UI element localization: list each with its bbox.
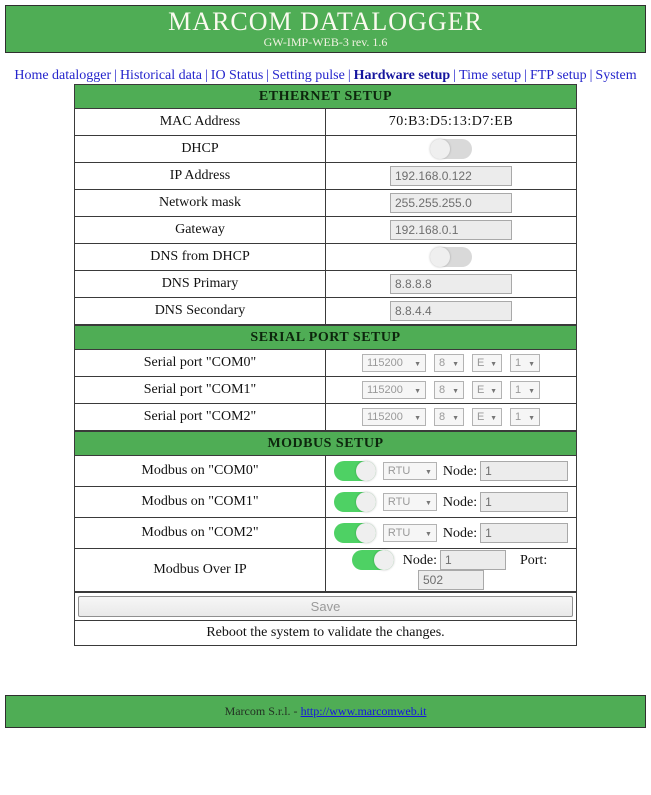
table-row <box>75 377 577 404</box>
table-row <box>75 593 577 621</box>
footer-company: Marcom S.r.l. - <box>224 704 298 718</box>
section-header-serial: SERIAL PORT SETUP <box>75 326 577 350</box>
table-row <box>75 271 577 298</box>
field-label: Serial port "COM0" <box>75 350 326 377</box>
nav-separator: | <box>524 68 527 83</box>
chevron-down-icon <box>525 411 535 423</box>
table-row <box>75 456 577 487</box>
baud-value: 115200 <box>367 384 403 397</box>
parity-value: E <box>477 384 485 397</box>
app-header <box>5 5 646 53</box>
modbus-com0-node-input[interactable] <box>480 461 568 481</box>
com0-parity-select[interactable] <box>472 354 502 372</box>
nav-link-hardware-setup[interactable]: Hardware setup <box>353 68 451 83</box>
chevron-down-icon <box>449 384 459 396</box>
field-label: Serial port "COM1" <box>75 377 326 404</box>
dhcp-toggle[interactable] <box>430 139 472 159</box>
modbus-com2-node-input[interactable] <box>480 523 568 543</box>
dns-from-dhcp-toggle[interactable] <box>430 247 472 267</box>
field-label: MAC Address <box>75 109 326 136</box>
com1-parity-select[interactable] <box>472 381 502 399</box>
nav-separator: | <box>453 68 457 83</box>
node-label: Node: <box>402 552 437 568</box>
nav-link-system[interactable]: System <box>595 68 637 83</box>
node-label: Node: <box>442 494 478 510</box>
mode-value: RTU <box>387 465 411 477</box>
com1-databits-select[interactable] <box>434 381 464 399</box>
field-label: DNS Secondary <box>75 298 326 325</box>
field-label: DNS from DHCP <box>75 244 326 271</box>
nav-link-ftp-setup[interactable]: FTP setup <box>529 68 587 83</box>
save-table <box>74 592 577 646</box>
modbus-ip-port-input[interactable] <box>418 570 484 590</box>
mode-value: RTU <box>387 527 411 539</box>
com2-stopbits-select[interactable] <box>510 408 540 426</box>
stopbits-value: 1 <box>515 384 522 397</box>
mac-address-value: 70:B3:D5:13:D7:EB <box>326 109 577 136</box>
table-row <box>75 298 577 325</box>
parity-value: E <box>477 357 485 370</box>
table-row <box>75 109 577 136</box>
com2-databits-select[interactable] <box>434 408 464 426</box>
com2-baud-select[interactable] <box>362 408 426 426</box>
modbus-com1-mode-select[interactable] <box>383 493 437 511</box>
save-button[interactable]: Save <box>78 596 573 617</box>
field-label: DNS Primary <box>75 271 326 298</box>
chevron-down-icon <box>422 496 432 508</box>
page-title: MARCOM DATALOGGER <box>168 7 483 36</box>
nav-link-setting-pulse[interactable]: Setting pulse <box>272 68 345 83</box>
modbus-com1-toggle[interactable] <box>334 492 376 512</box>
field-label: Modbus on "COM2" <box>75 518 326 549</box>
table-row <box>75 136 577 163</box>
nav-separator: | <box>114 68 117 83</box>
field-label: Network mask <box>75 190 326 217</box>
toggle-knob-icon <box>430 247 450 267</box>
modbus-com0-mode-select[interactable] <box>383 462 437 480</box>
main-nav <box>0 68 651 84</box>
modbus-ip-node-input[interactable] <box>440 550 506 570</box>
databits-value: 8 <box>439 357 446 370</box>
nav-link-home-datalogger[interactable]: Home datalogger <box>14 68 112 83</box>
dns-primary-input[interactable] <box>390 274 512 294</box>
table-row <box>75 487 577 518</box>
nav-link-io-status[interactable]: IO Status <box>210 68 264 83</box>
section-header-modbus: MODBUS SETUP <box>75 432 577 456</box>
com0-databits-select[interactable] <box>434 354 464 372</box>
chevron-down-icon <box>411 411 421 423</box>
toggle-knob-icon <box>356 523 376 543</box>
serial-port-setup-table <box>74 325 577 431</box>
table-row <box>75 217 577 244</box>
chevron-down-icon <box>411 384 421 396</box>
nav-separator: | <box>347 68 351 83</box>
table-row <box>75 549 577 592</box>
chevron-down-icon <box>487 411 497 423</box>
chevron-down-icon <box>525 357 535 369</box>
nav-separator: | <box>204 68 208 83</box>
stopbits-value: 1 <box>515 357 522 370</box>
chevron-down-icon <box>411 357 421 369</box>
field-label: Modbus Over IP <box>75 549 326 592</box>
table-row <box>75 621 577 646</box>
nav-link-time-setup[interactable]: Time setup <box>459 68 522 83</box>
mode-value: RTU <box>387 496 411 508</box>
chevron-down-icon <box>449 411 459 423</box>
field-label: Gateway <box>75 217 326 244</box>
table-row <box>75 163 577 190</box>
toggle-knob-icon <box>356 492 376 512</box>
dns-secondary-input[interactable] <box>390 301 512 321</box>
chevron-down-icon <box>487 357 497 369</box>
port-label: Port: <box>519 552 548 568</box>
modbus-setup-table <box>74 431 577 592</box>
databits-value: 8 <box>439 411 446 424</box>
modbus-over-ip-toggle[interactable] <box>352 550 394 570</box>
chevron-down-icon <box>422 465 432 477</box>
nav-link-historical-data[interactable]: Historical data <box>119 68 202 83</box>
table-row <box>75 244 577 271</box>
databits-value: 8 <box>439 384 446 397</box>
field-label: Modbus on "COM0" <box>75 456 326 487</box>
toggle-knob-icon <box>430 139 450 159</box>
field-label: Serial port "COM2" <box>75 404 326 431</box>
table-row <box>75 518 577 549</box>
table-row <box>75 404 577 431</box>
modbus-com2-mode-select[interactable] <box>383 524 437 542</box>
section-header-ethernet: ETHERNET SETUP <box>75 85 577 109</box>
com1-stopbits-select[interactable] <box>510 381 540 399</box>
stopbits-value: 1 <box>515 411 522 424</box>
toggle-knob-icon <box>374 550 394 570</box>
com2-parity-select[interactable] <box>472 408 502 426</box>
chevron-down-icon <box>422 527 432 539</box>
com0-baud-select[interactable] <box>362 354 426 372</box>
footer <box>5 695 646 728</box>
modbus-com1-node-input[interactable] <box>480 492 568 512</box>
ethernet-setup-table <box>74 84 577 325</box>
chevron-down-icon <box>449 357 459 369</box>
toggle-knob-icon <box>356 461 376 481</box>
node-label: Node: <box>442 525 478 541</box>
chevron-down-icon <box>487 384 497 396</box>
chevron-down-icon <box>525 384 535 396</box>
field-label: Modbus on "COM1" <box>75 487 326 518</box>
nav-separator: | <box>266 68 270 83</box>
field-label: DHCP <box>75 136 326 163</box>
modbus-com2-toggle[interactable] <box>334 523 376 543</box>
com1-baud-select[interactable] <box>362 381 426 399</box>
ip-address-input[interactable] <box>390 166 512 186</box>
table-row <box>75 190 577 217</box>
baud-value: 115200 <box>367 411 403 424</box>
baud-value: 115200 <box>367 357 403 370</box>
firmware-revision: GW-IMP-WEB-3 rev. 1.6 <box>263 35 388 49</box>
gateway-input[interactable] <box>390 220 512 240</box>
com0-stopbits-select[interactable] <box>510 354 540 372</box>
field-label: IP Address <box>75 163 326 190</box>
reboot-note: Reboot the system to validate the changes. <box>75 621 577 646</box>
node-label: Node: <box>442 463 478 479</box>
parity-value: E <box>477 411 485 424</box>
nav-separator: | <box>589 68 593 83</box>
table-row <box>75 350 577 377</box>
network-mask-input[interactable] <box>390 193 512 213</box>
modbus-com0-toggle[interactable] <box>334 461 376 481</box>
footer-link[interactable]: http://www.marcomweb.it <box>300 704 427 718</box>
